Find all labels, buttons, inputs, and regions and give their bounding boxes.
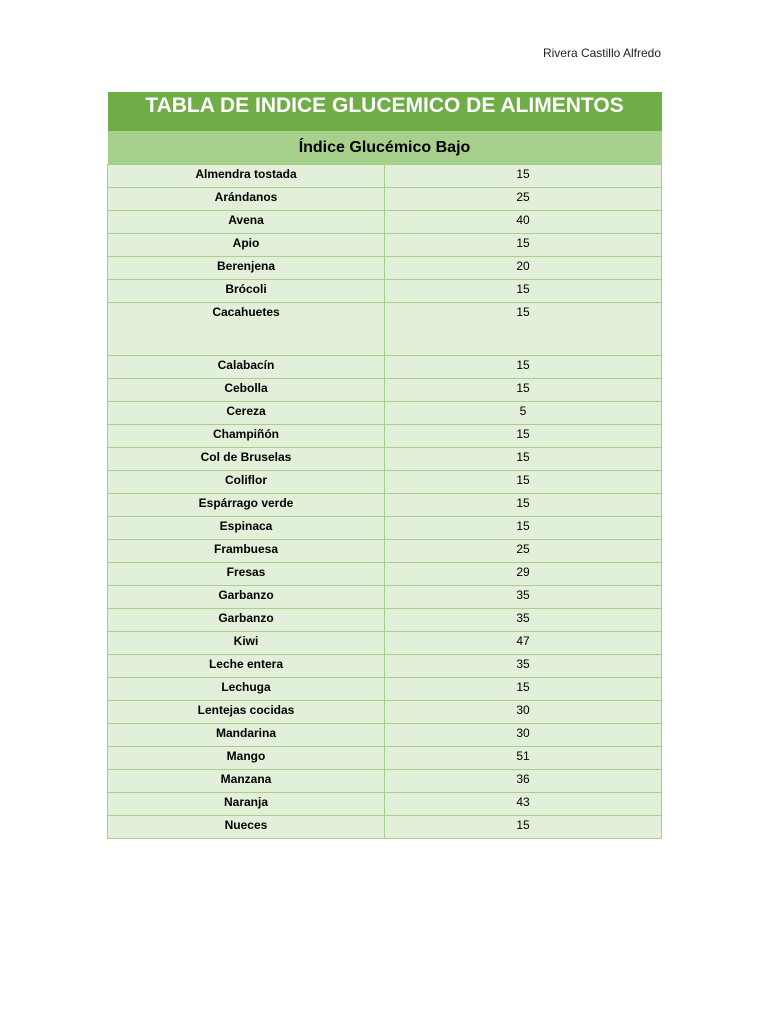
gi-value: 15 bbox=[385, 356, 662, 379]
gi-value: 25 bbox=[385, 540, 662, 563]
table-row bbox=[108, 701, 662, 724]
table-row bbox=[108, 165, 662, 188]
food-name: Mandarina bbox=[108, 724, 385, 747]
table-row bbox=[108, 747, 662, 770]
food-name: Mango bbox=[108, 747, 385, 770]
table-title: TABLA DE INDICE GLUCEMICO DE ALIMENTOS bbox=[108, 92, 662, 131]
food-name: Nueces bbox=[108, 816, 385, 839]
table-row bbox=[108, 563, 662, 586]
table-subtitle-row bbox=[108, 131, 662, 165]
table-row bbox=[108, 540, 662, 563]
food-name: Calabacín bbox=[108, 356, 385, 379]
table-row bbox=[108, 280, 662, 303]
gi-value: 15 bbox=[385, 425, 662, 448]
table-row bbox=[108, 724, 662, 747]
food-name: Brócoli bbox=[108, 280, 385, 303]
table-row bbox=[108, 793, 662, 816]
gi-value: 20 bbox=[385, 257, 662, 280]
gi-value: 47 bbox=[385, 632, 662, 655]
table-row bbox=[108, 816, 662, 839]
food-name: Champiñón bbox=[108, 425, 385, 448]
gi-value: 15 bbox=[385, 816, 662, 839]
table-row bbox=[108, 770, 662, 793]
table-row bbox=[108, 448, 662, 471]
food-name: Avena bbox=[108, 211, 385, 234]
table-row bbox=[108, 609, 662, 632]
food-name: Arándanos bbox=[108, 188, 385, 211]
gi-value: 15 bbox=[385, 494, 662, 517]
table-row bbox=[108, 494, 662, 517]
table-row bbox=[108, 517, 662, 540]
gi-value: 15 bbox=[385, 517, 662, 540]
food-name: Apio bbox=[108, 234, 385, 257]
author-name: Rivera Castillo Alfredo bbox=[542, 46, 661, 60]
table-subtitle: Índice Glucémico Bajo bbox=[108, 131, 662, 165]
gi-value: 5 bbox=[385, 402, 662, 425]
food-name: Kiwi bbox=[108, 632, 385, 655]
table-title-row bbox=[108, 92, 662, 131]
food-name: Col de Bruselas bbox=[108, 448, 385, 471]
gi-value: 35 bbox=[385, 655, 662, 678]
table-row bbox=[108, 632, 662, 655]
food-name: Garbanzo bbox=[108, 609, 385, 632]
food-name: Frambuesa bbox=[108, 540, 385, 563]
table-row bbox=[108, 303, 662, 356]
gi-value: 30 bbox=[385, 701, 662, 724]
gi-value: 15 bbox=[385, 234, 662, 257]
food-name: Lechuga bbox=[108, 678, 385, 701]
table-row bbox=[108, 211, 662, 234]
gi-value: 35 bbox=[385, 586, 662, 609]
food-name: Cebolla bbox=[108, 379, 385, 402]
gi-value: 35 bbox=[385, 609, 662, 632]
gi-value: 36 bbox=[385, 770, 662, 793]
food-name: Naranja bbox=[108, 793, 385, 816]
glycemic-index-table bbox=[107, 92, 662, 839]
food-name: Garbanzo bbox=[108, 586, 385, 609]
gi-value: 40 bbox=[385, 211, 662, 234]
food-name: Almendra tostada bbox=[108, 165, 385, 188]
gi-value: 43 bbox=[385, 793, 662, 816]
gi-value: 15 bbox=[385, 165, 662, 188]
gi-value: 15 bbox=[385, 303, 662, 356]
food-name: Espárrago verde bbox=[108, 494, 385, 517]
table-row bbox=[108, 402, 662, 425]
table-row bbox=[108, 188, 662, 211]
food-name: Lentejas cocidas bbox=[108, 701, 385, 724]
table-row bbox=[108, 586, 662, 609]
gi-value: 29 bbox=[385, 563, 662, 586]
gi-value: 15 bbox=[385, 379, 662, 402]
food-name: Leche entera bbox=[108, 655, 385, 678]
food-name: Cereza bbox=[108, 402, 385, 425]
table-row bbox=[108, 234, 662, 257]
table-row bbox=[108, 379, 662, 402]
table-row bbox=[108, 257, 662, 280]
table-row bbox=[108, 471, 662, 494]
gi-value: 15 bbox=[385, 678, 662, 701]
table-row bbox=[108, 425, 662, 448]
food-name: Cacahuetes bbox=[108, 303, 385, 356]
food-name: Fresas bbox=[108, 563, 385, 586]
table-row bbox=[108, 356, 662, 379]
gi-value: 15 bbox=[385, 280, 662, 303]
gi-value: 25 bbox=[385, 188, 662, 211]
food-name: Berenjena bbox=[108, 257, 385, 280]
food-name: Manzana bbox=[108, 770, 385, 793]
food-name: Espinaca bbox=[108, 517, 385, 540]
table-row bbox=[108, 678, 662, 701]
gi-value: 51 bbox=[385, 747, 662, 770]
food-name: Coliflor bbox=[108, 471, 385, 494]
gi-value: 15 bbox=[385, 471, 662, 494]
table-row bbox=[108, 655, 662, 678]
gi-value: 15 bbox=[385, 448, 662, 471]
gi-value: 30 bbox=[385, 724, 662, 747]
